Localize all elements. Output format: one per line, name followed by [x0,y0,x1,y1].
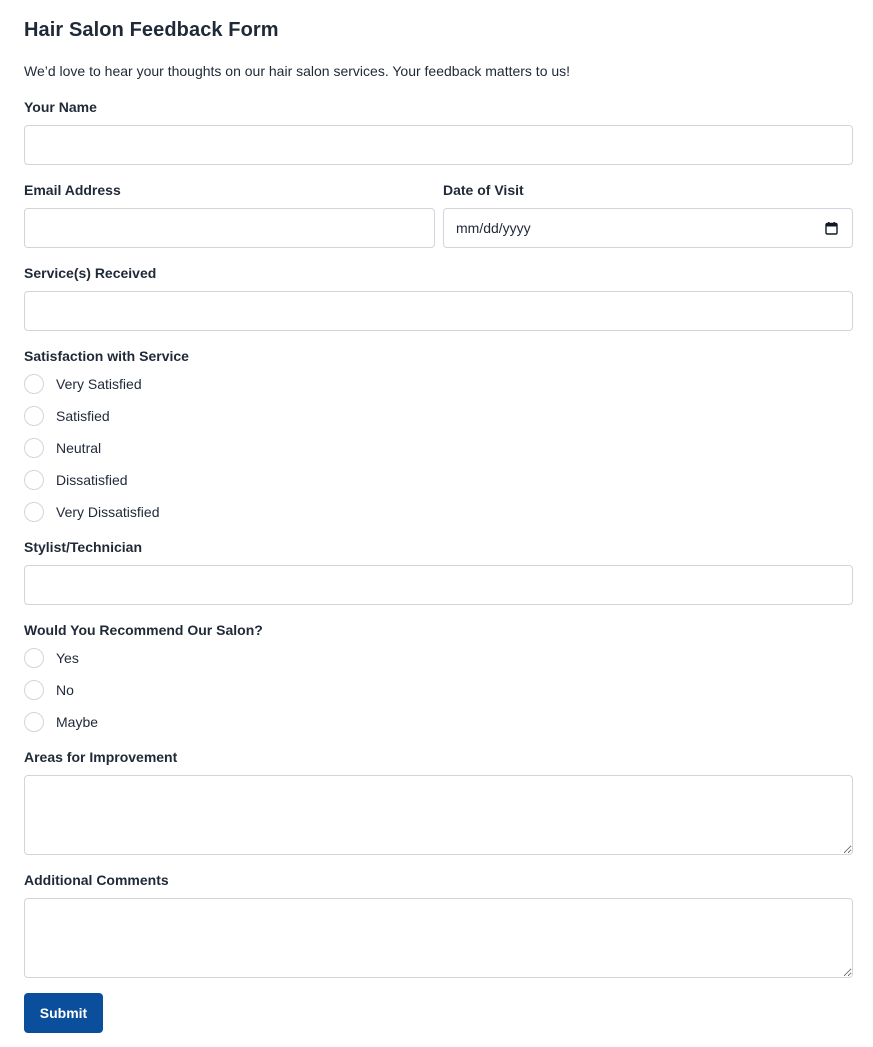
radio-button[interactable] [24,406,44,426]
name-label: Your Name [24,99,97,115]
radio-label: Dissatisfied [56,472,128,488]
radio-label: Yes [56,650,79,666]
services-label: Service(s) Received [24,265,157,281]
date-placeholder: mm/dd/yyyy [456,220,531,236]
email-label: Email Address [24,182,121,198]
radio-label: Maybe [56,714,99,730]
radio-label: No [56,682,74,698]
stylist-label: Stylist/Technician [24,539,142,555]
form-title: Hair Salon Feedback Form [24,19,279,41]
radio-button[interactable] [24,502,44,522]
recommend-option-yes[interactable] [24,647,79,669]
radio-button[interactable] [24,470,44,490]
radio-label: Very Satisfied [56,376,142,392]
satisfaction-option-very-satisfied[interactable] [24,373,142,395]
radio-button[interactable] [24,648,44,668]
radio-label: Neutral [56,440,102,456]
radio-label: Satisfied [56,408,110,424]
calendar-icon[interactable] [825,222,838,235]
form-intro: We’d love to hear your thoughts on our hair salon services. Your feedback matters to us! [24,63,571,79]
recommend-option-maybe[interactable] [24,711,98,733]
satisfaction-option-satisfied[interactable] [24,405,110,427]
satisfaction-option-neutral[interactable] [24,437,101,459]
radio-label: Very Dissatisfied [56,504,160,520]
stylist-input[interactable] [24,565,853,605]
satisfaction-option-very-dissatisfied[interactable] [24,501,159,523]
comments-label: Additional Comments [24,872,169,888]
date-label: Date of Visit [443,182,524,198]
radio-button[interactable] [24,438,44,458]
services-input[interactable] [24,291,853,331]
satisfaction-option-dissatisfied[interactable] [24,469,128,491]
radio-button[interactable] [24,712,44,732]
comments-textarea[interactable] [24,898,853,978]
radio-button[interactable] [24,374,44,394]
email-input[interactable] [24,208,435,248]
improvement-textarea[interactable] [24,775,853,855]
improvement-label: Areas for Improvement [24,749,178,765]
recommend-option-no[interactable] [24,679,74,701]
satisfaction-label: Satisfaction with Service [24,348,189,364]
name-input[interactable] [24,125,853,165]
date-input[interactable] [443,208,853,248]
recommend-label: Would You Recommend Our Salon? [24,622,263,638]
radio-button[interactable] [24,680,44,700]
submit-button[interactable]: Submit [24,993,103,1033]
